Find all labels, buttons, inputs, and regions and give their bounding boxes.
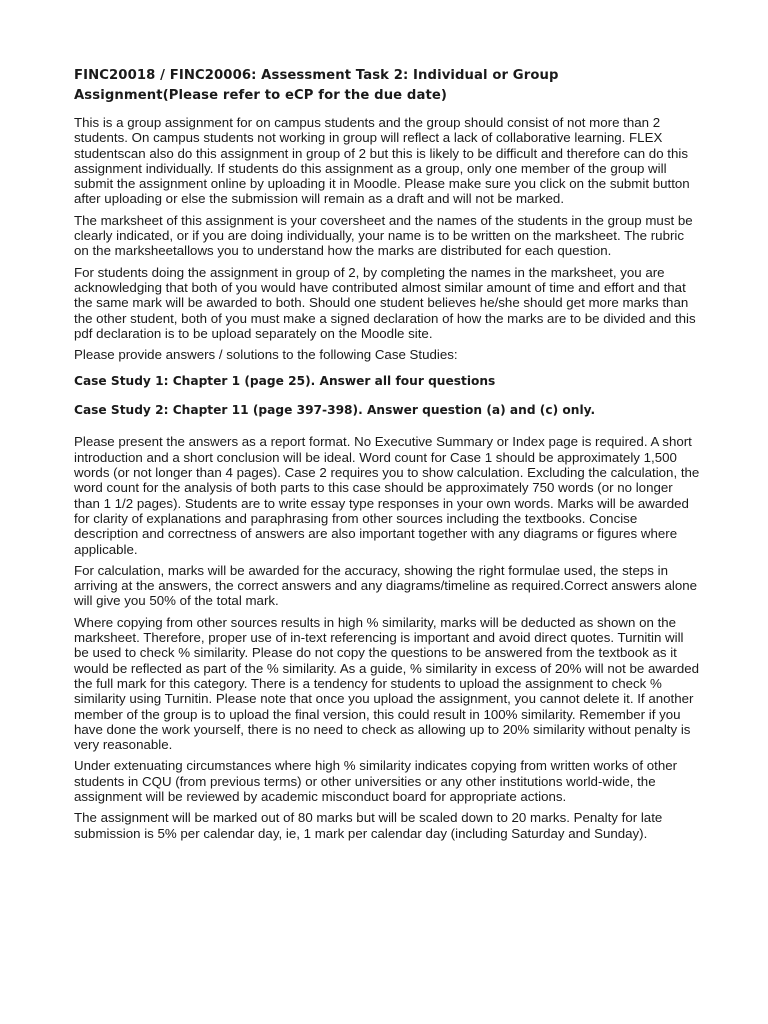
paragraph-marksheet: The marksheet of this assignment is your coversheet and the names of the students in the group must be clearly indicated, or if you are doing individually, your name is to be written on the marksheet. The rubric on the marksheetallows you to understand how the marks are distributed for each question. xyxy=(74,212,693,259)
paragraph-report-format: Please present the answers as a report format. No Executive Summary or Index page is required. A short introduction and a short conclusion will be ideal. Word count for Case 1 should be approximately 1,500 words (or not longer than 4 pages). Case 2 requires you to show calculation. Excluding the calculation, the word count for the analysis of both parts to this case should be approximately 750 words (or no longer than 1 1/2 pages). Students are to write essay type responses in your own words. Marks will be awarded for clarity of explanations and paraphrasing from other sources including the textbooks. Concise description and correctness of answers are also important together with any diagrams or figures where applicable. xyxy=(74,434,700,557)
paragraph-calculation: For calculation, marks will be awarded for the accuracy, showing the right formulae used, the steps in arriving at the answers, the correct answers and any diagrams/timeline as required.Correct answers alone will give you 50% of the total mark. xyxy=(74,562,698,609)
document-page xyxy=(74,66,700,847)
case-study-2-heading: Case Study 2: Chapter 11 (page 397-398). Answer question (a) and (c) only. xyxy=(74,403,596,418)
paragraph-similarity: Where copying from other sources results in high % similarity, marks will be deducted as shown on the marksheet. Therefore, proper use of in-text referencing is important and avoid direct quotes. Turnitin will be used to check % similarity. Please do not copy the questions to be answered from the textbook as it would be reflected as part of the % similarity. As a guide, % similarity in excess of 20% will not be awarded the full mark for this category. There is a tendency for students to upload the assignment to check % similarity using Turnitin. Please note that once you upload the assignment, you cannot delete it. If another member of the group is to upload the final version, this could result in 100% similarity. Remember if you have done the work yourself, there is no need to check as allowing up to 20% similarity without penalty is very reasonable. xyxy=(74,614,699,753)
paragraph-marking-penalty: The assignment will be marked out of 80 marks but will be scaled down to 20 marks. Penalty for late submission is 5% per calendar day, ie, 1 mark per calendar day (including Saturday and Sunday). xyxy=(74,810,663,841)
paragraph-extenuating: Under extenuating circumstances where high % similarity indicates copying from written works of other students in CQU (from previous terms) or other universities or any other institutions world-wide, the assignment will be reviewed by academic misconduct board for appropriate actions. xyxy=(74,758,678,804)
case-study-1-heading: Case Study 1: Chapter 1 (page 25). Answer all four questions xyxy=(74,374,496,389)
paragraph-group-assignment: This is a group assignment for on campus students and the group should consist of not more than 2 students. On campus students not working in group will reflect a lack of collaborative learning. FLEX studentscan also do this assignment in group of 2 but this is likely to be difficult and therefore can do this assignment individually. If students do this assignment as a group, only one member of the group will submit the assignment online by uploading it in Moodle. Please make sure you click on the submit button after uploading or else the submission will remain as a draft and will not be marked. xyxy=(74,115,690,207)
document-title: FINC20018 / FINC20006: Assessment Task 2: Individual or Group Assignment(Please refer to eCP for the due date) xyxy=(74,68,559,103)
paragraph-group-of-two: For students doing the assignment in group of 2, by completing the names in the marksheet, you are acknowledging that both of you would have contributed almost similar amount of time and effort and that the same mark will be awarded to both. Should one student believes he/she should get more marks than the other student, both of you must make a signed declaration of how the marks are to be divided and this pdf declaration is to be upload separately on the Moodle site. xyxy=(74,264,696,341)
paragraph-provide-answers: Please provide answers / solutions to the following Case Studies: xyxy=(74,347,458,363)
